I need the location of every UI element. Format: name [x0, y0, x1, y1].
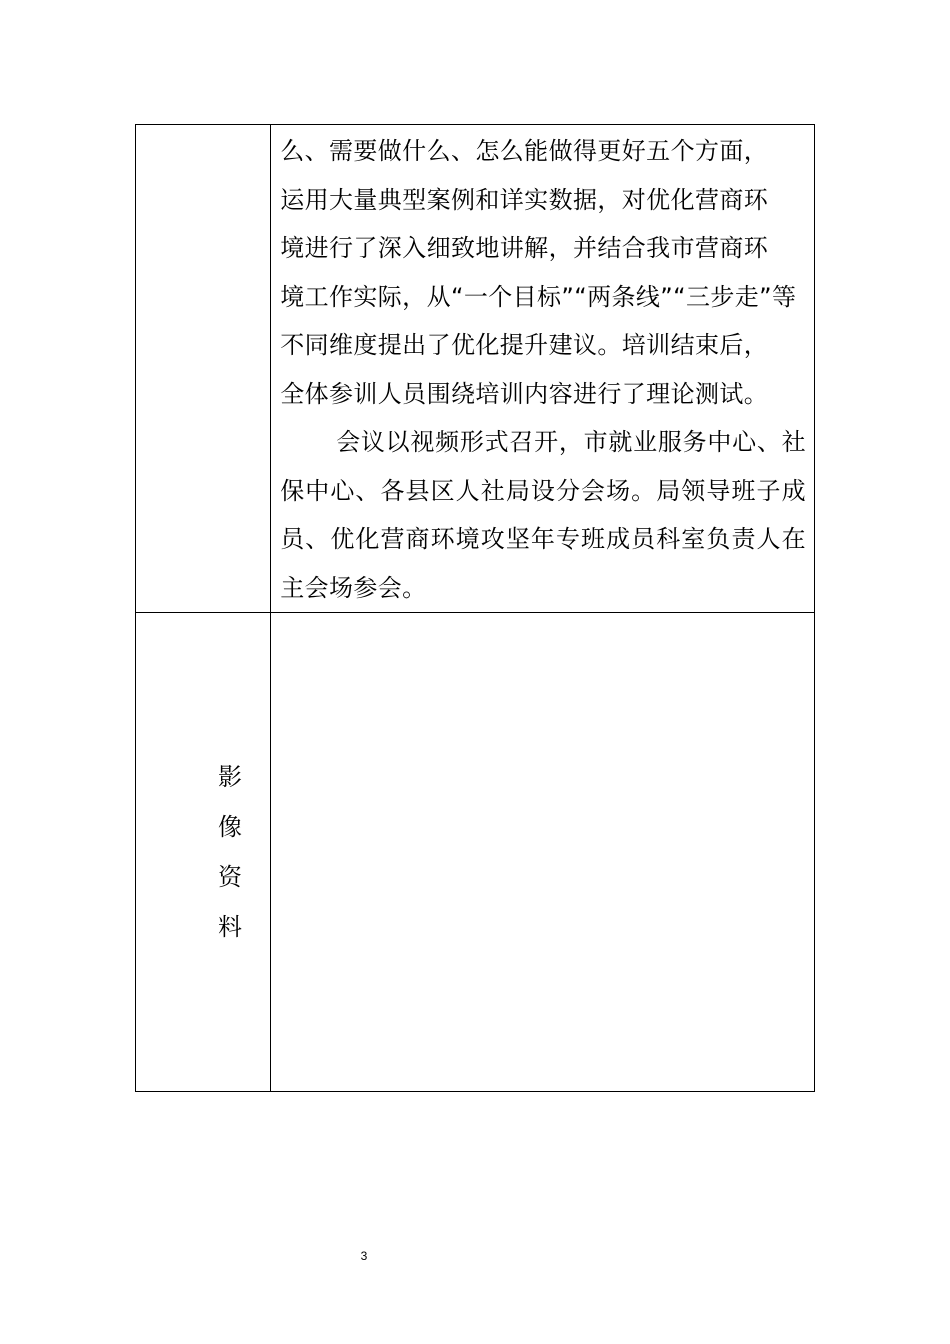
paragraph-1-line: 境进行了深入细致地讲解，并结合我市营商环: [280, 234, 769, 262]
paragraph-1: [280, 127, 806, 418]
media-label-char: 影: [218, 763, 242, 791]
paragraph-1-line: 么、需要做什么、怎么能做得更好五个方面，: [280, 137, 769, 165]
media-row: [136, 613, 815, 1092]
paragraph-1-line: 境工作实际，从“一个目标”“两条线”“三步走”等: [280, 282, 797, 311]
content-text-cell: [271, 125, 815, 613]
media-label-char: 料: [218, 913, 242, 941]
media-label-char: 像: [218, 813, 242, 841]
content-text-block: [271, 125, 814, 612]
paragraph-1-line: 运用大量典型案例和详实数据，对优化营商环: [280, 185, 769, 214]
media-content-cell: [271, 613, 815, 1092]
content-row: [136, 125, 815, 613]
paragraph-2: 会议以视频形式召开，市就业服务中心、社保中心、各县区人社局设分会场。局领导班子成员、优化营商环境攻坚年专班成员科室负责人在主会场参会。: [280, 428, 806, 602]
media-label-cell: [136, 613, 271, 1092]
page-number: 3: [360, 1249, 368, 1263]
media-label: [136, 752, 270, 952]
content-label-cell: [136, 125, 271, 613]
media-label-char: 资: [218, 863, 242, 891]
report-form-table: [135, 124, 815, 1092]
paragraph-1-line: 不同维度提出了优化提升建议。培训结束后，: [280, 331, 769, 359]
paragraph-1-line: 全体参训人员围绕培训内容进行了理论测试。: [280, 379, 769, 408]
